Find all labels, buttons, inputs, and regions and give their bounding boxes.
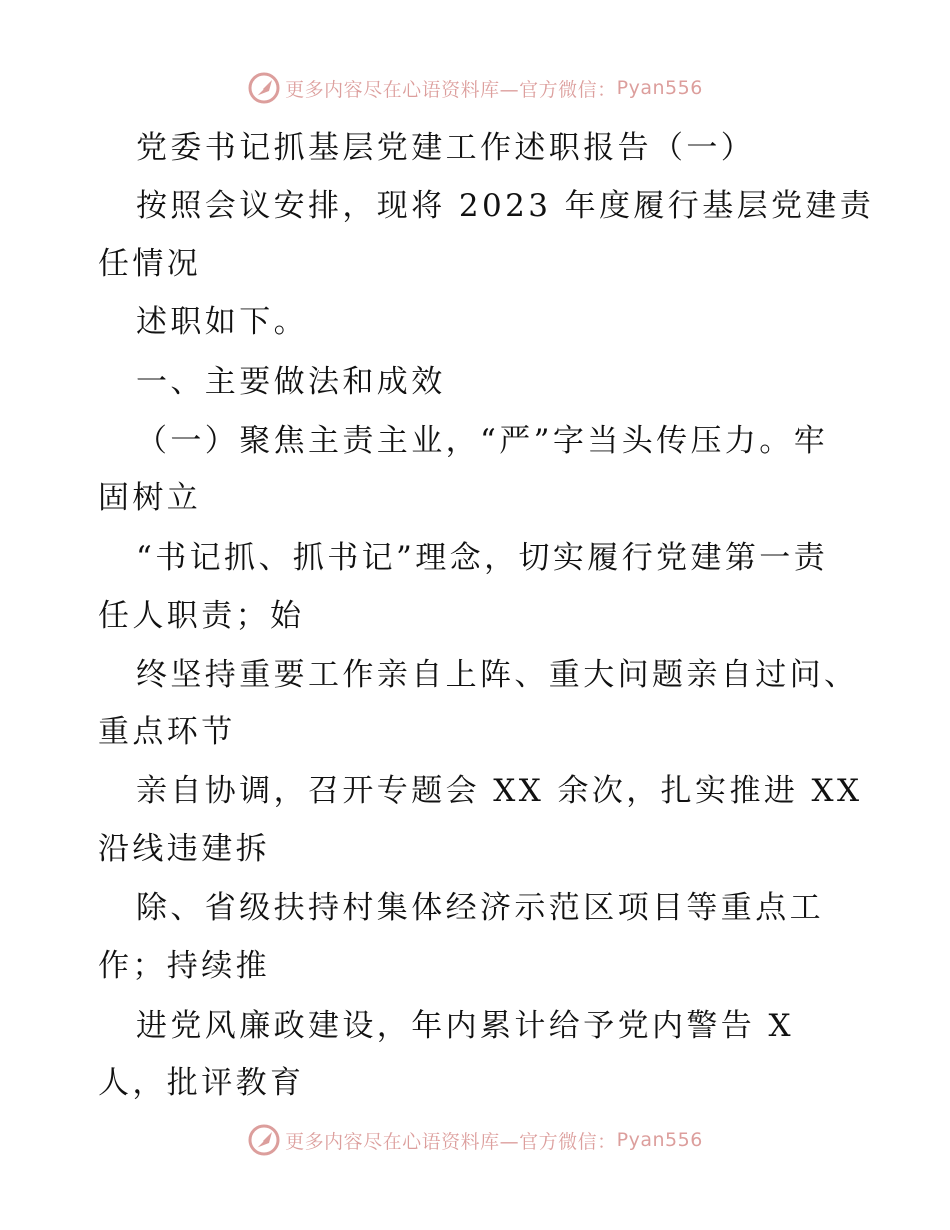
paragraph-line: 作；持续推 xyxy=(98,948,270,984)
watermark-account: Pyan556 xyxy=(616,1129,703,1151)
paragraph-line: 人，批评教育 xyxy=(98,1065,305,1101)
paragraph-line: （一）聚焦主责主业，“严”字当头传压力。牢 xyxy=(136,423,829,459)
paragraph-line: 任人职责；始 xyxy=(98,598,305,634)
paragraph-line: 按照会议安排，现将 2023 年度履行基层党建责 xyxy=(136,188,875,224)
quill-logo-icon xyxy=(247,71,281,105)
quill-logo-icon xyxy=(247,1123,281,1157)
paragraph-line: 亲自协调，召开专题会 XX 余次，扎实推进 XX xyxy=(136,773,863,809)
paragraph-line: 除、省级扶持村集体经济示范区项目等重点工 xyxy=(136,890,824,926)
document-title: 党委书记抓基层党建工作述职报告（一） xyxy=(136,130,756,166)
footer-watermark xyxy=(0,1120,950,1160)
paragraph-line: 终坚持重要工作亲自上阵、重大问题亲自过问、 xyxy=(136,657,859,693)
watermark-text: 更多内容尽在心语资料库—官方微信： xyxy=(285,78,617,101)
paragraph-line: 进党风廉政建设，年内累计给予党内警告 X xyxy=(136,1008,794,1044)
paragraph-line: 任情况 xyxy=(98,246,202,282)
header-watermark xyxy=(0,68,950,108)
paragraph-line: 沿线违建拆 xyxy=(98,831,270,867)
paragraph-line: 固树立 xyxy=(98,480,202,516)
paragraph-line: 述职如下。 xyxy=(136,304,308,340)
paragraph-line: 重点环节 xyxy=(98,714,236,750)
section-heading: 一、主要做法和成效 xyxy=(136,364,446,400)
paragraph-line: “书记抓、抓书记”理念，切实履行党建第一责 xyxy=(136,540,829,576)
watermark-account: Pyan556 xyxy=(616,77,703,99)
watermark-text: 更多内容尽在心语资料库—官方微信： xyxy=(285,1130,617,1153)
